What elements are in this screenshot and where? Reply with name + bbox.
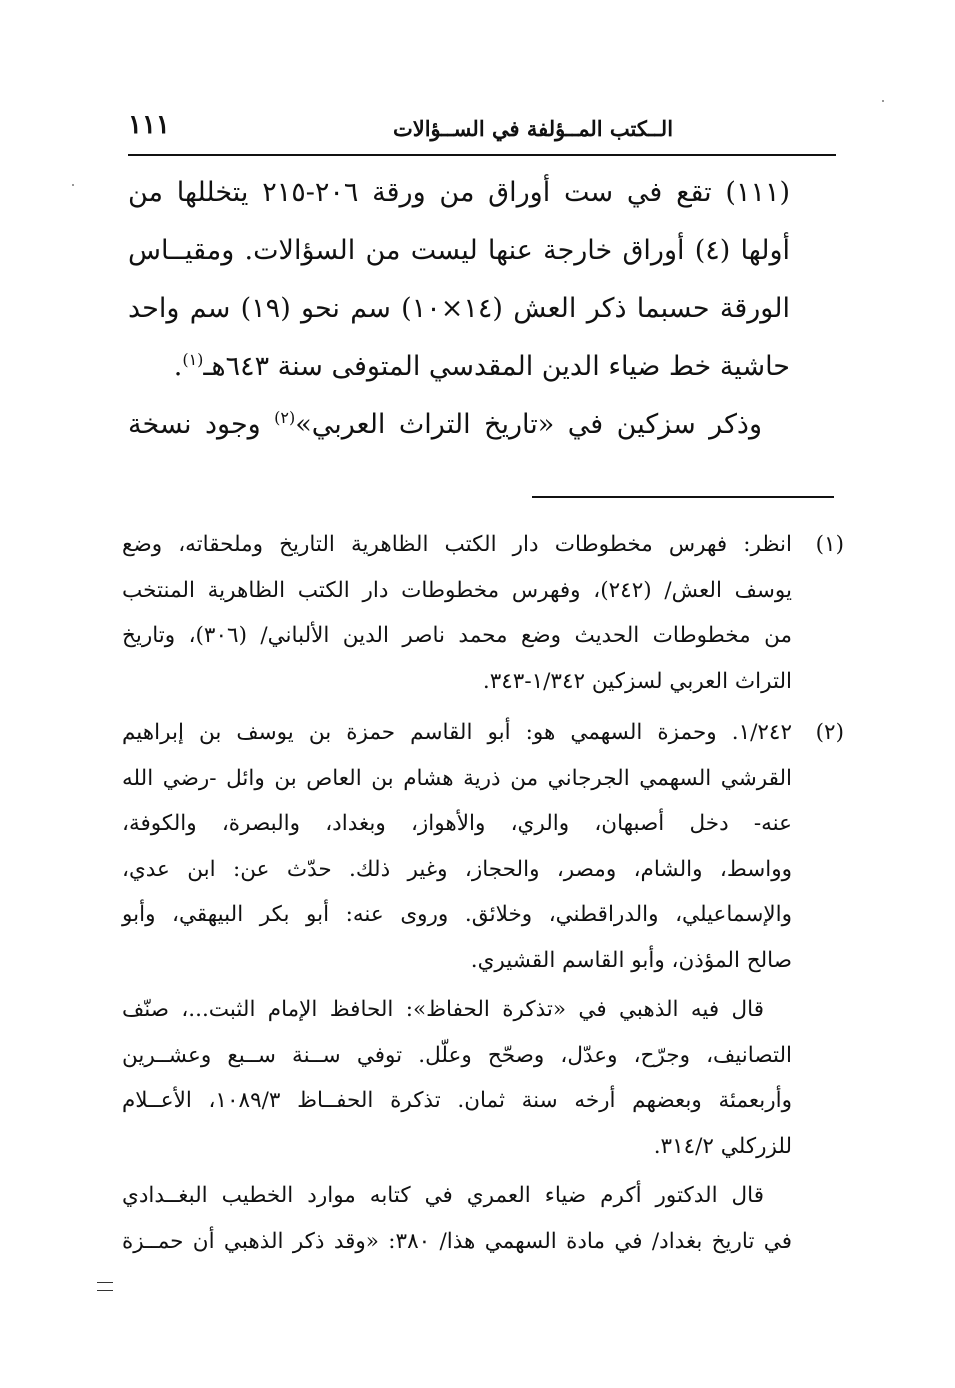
footnote-line: وأربعمئة وبعضهم أرخه سنة ثمان. تذكرة الحفــاظ ١٠٨٩/٣، الأعــلام: [122, 1088, 792, 1113]
footnote-line: ١/٢٤٢. وحمزة السهمي هو: أبو القاسم حمزة بن يوسف بن إبراهيم: [122, 720, 792, 745]
body-line: الورقة حسبما ذكر العش (١٤×١٠) سم نحو (١٩) سم واحد: [128, 293, 790, 324]
scan-speck: [882, 100, 884, 102]
body-line-text: وذكر سزكين في «تاريخ التراث العربي»: [295, 409, 762, 440]
footnote-paragraph: [122, 1173, 844, 1264]
footnote-line: صالح المؤذن، وأبو القاسم القشيري.: [470, 947, 792, 973]
body-line: (١١١) تقع في ست أوراق من ورقة ٢٠٦-٢١٥ يتخللها من: [128, 177, 790, 208]
footnote-line: في تاريخ بغداد/ في مادة السهمي هذا/ ٣٨٠: «وقد ذكر الذهبي أن حمــزة: [122, 1228, 792, 1254]
footnote-line: انظر: فهرس مخطوطات دار الكتب الظاهرية التاريخ وملحقاته، وضع: [122, 532, 792, 557]
footnote-number: (٢): [815, 720, 844, 745]
footnote-marker: (١): [182, 350, 204, 369]
footnote-line: للزركلي ٣١٤/٢.: [653, 1133, 792, 1159]
footnote-line: من مخطوطات الحديث وضع محمد ناصر الدين الألباني/ (٣٠٦)، وتاريخ: [122, 623, 793, 648]
page-number: ١١١: [128, 110, 170, 140]
body-line: أولها (٤) أوراق خارجة عنها ليست من السؤالات. ومقيــاس: [128, 235, 790, 266]
footnote-line: التراث العربي لسزكين ١/٣٤٢-٣٤٣.: [482, 668, 792, 694]
body-line-text: وجود نسخة: [128, 409, 275, 440]
footnote-line: قال الدكتور أكرم ضياء العمري في كتابه موارد الخطيب البغــدادي: [122, 1183, 764, 1208]
running-title: الــكتب المــؤلفة في الســؤالات: [392, 116, 674, 141]
page-header: [128, 106, 836, 156]
body-line-text: حاشية خط ضياء الدين المقدسي المتوفى سنة ٦٤٣هـ: [203, 351, 790, 382]
footnote-separator: [532, 496, 834, 498]
margin-mark: [97, 1282, 113, 1291]
footnote-line: يوسف العش/ (٢٤٢)، وفهرس مخطوطات دار الكتب الظاهرية المنتخب: [122, 577, 792, 603]
footnote-line: التصانيف، وجرّح، وعدّل، وصحّح وعلّل. توفي ســنة ســبع وعشــرين: [122, 1042, 792, 1068]
footnote-paragraph: [122, 987, 844, 1169]
footnote-number: (١): [815, 532, 844, 557]
footnote-line: قال فيه الذهبي في «تذكرة الحفاظ»: الحافظ الإمام الثبت...، صنّف: [122, 997, 764, 1022]
body-line: [128, 338, 790, 396]
main-text: [128, 164, 790, 454]
body-line-end: .: [173, 351, 183, 382]
footnote-line: عنه- دخل أصبهان، والري، والأهواز، وبغداد، والبصرة، والكوفة،: [122, 811, 792, 836]
footnote: [122, 710, 844, 983]
footnote-line: والإسماعيلي، والدراقطني، وخلائق. وروى عنه: أبو بكر البيهقي، وأبو: [122, 902, 792, 927]
footnotes: [122, 522, 844, 1264]
footnote-marker: (٢): [274, 408, 296, 427]
footnote: [122, 522, 844, 704]
footnote-line: القرشي السهمي الجرجاني من ذرية هشام بن العاص بن وائل -رضي الله: [122, 765, 792, 791]
scan-speck: [72, 184, 74, 186]
body-line: [128, 396, 790, 454]
footnote-line: وواسط، والشام، ومصر، والحجاز، وغير ذلك. حدّث عن: ابن عدي،: [122, 856, 792, 882]
